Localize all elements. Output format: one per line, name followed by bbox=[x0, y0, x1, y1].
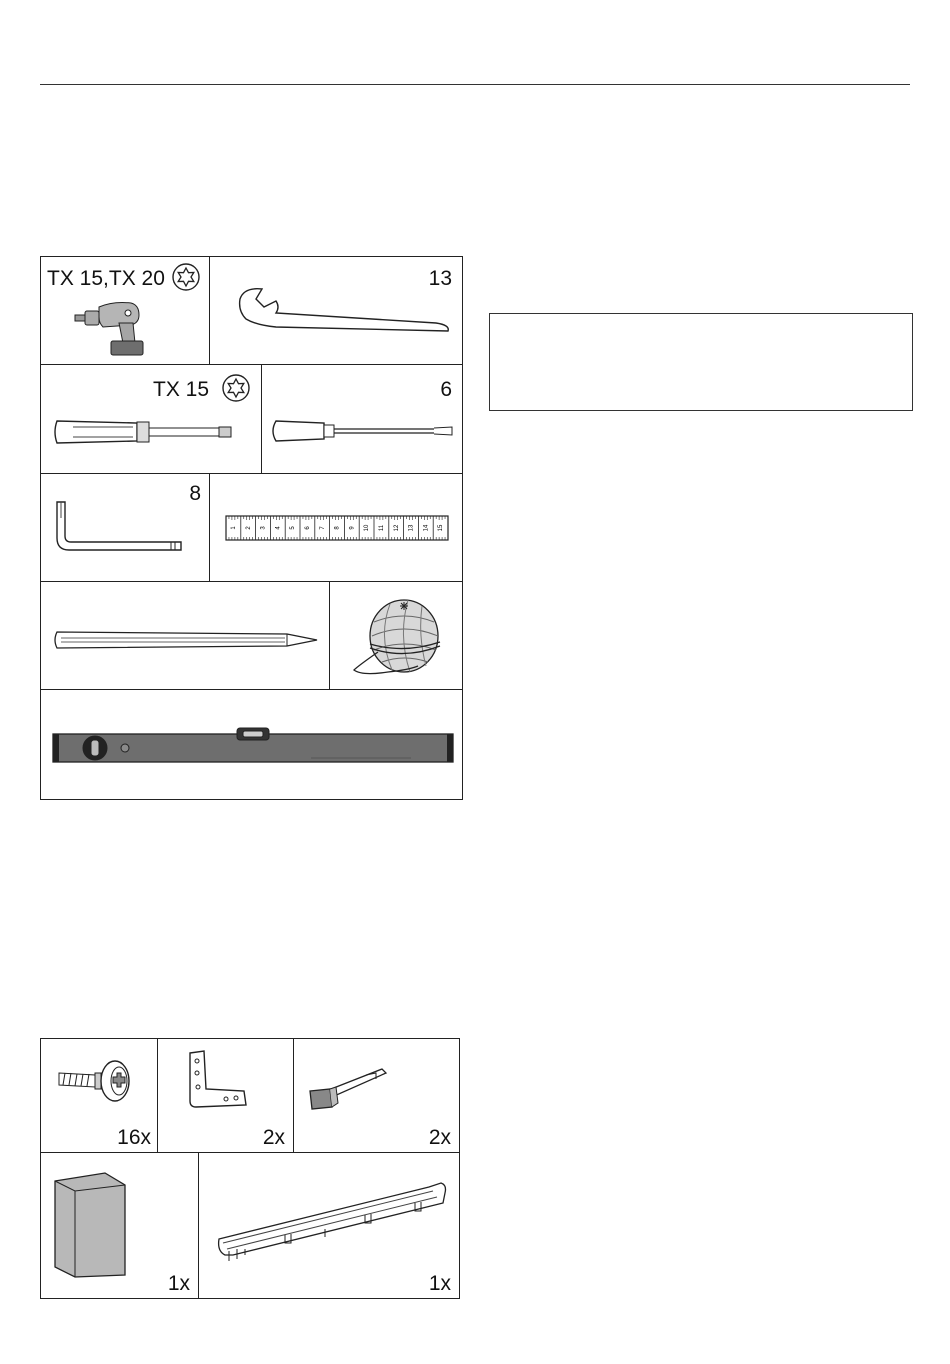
string-ball-icon bbox=[348, 592, 448, 682]
torx-icon bbox=[222, 374, 250, 402]
tool-tape-measure-cell bbox=[210, 474, 462, 582]
allen-key-icon bbox=[53, 498, 193, 558]
tool-flat-screwdriver-cell bbox=[262, 365, 462, 474]
pencil-icon bbox=[53, 628, 321, 652]
tool-wrench-cell bbox=[210, 257, 462, 365]
tools-panel bbox=[40, 256, 463, 800]
allen-key-size-label: 8 bbox=[189, 482, 201, 505]
screw-icon bbox=[55, 1057, 141, 1103]
part-screw-cell bbox=[41, 1039, 158, 1153]
tape-measure-icon bbox=[226, 516, 448, 540]
screw-quantity: 16x bbox=[117, 1126, 151, 1149]
tape-number: 7 bbox=[319, 526, 326, 530]
tool-level-cell bbox=[41, 690, 462, 798]
wrench-icon bbox=[236, 285, 456, 335]
mounting-clip-icon bbox=[306, 1061, 392, 1121]
tape-number: 9 bbox=[349, 526, 356, 530]
spirit-level-icon bbox=[51, 728, 455, 768]
tape-number: 10 bbox=[364, 524, 371, 532]
clip-quantity: 2x bbox=[428, 1126, 451, 1149]
tape-number: 2 bbox=[245, 526, 252, 530]
tape-number: 15 bbox=[438, 524, 445, 532]
tape-number: 6 bbox=[304, 526, 311, 530]
tape-number: 5 bbox=[290, 526, 297, 530]
tape-number: 4 bbox=[275, 526, 282, 530]
part-bracket-cell bbox=[158, 1039, 294, 1153]
rail-quantity: 1x bbox=[428, 1272, 451, 1295]
tape-number: 8 bbox=[334, 526, 341, 530]
angle-bracket-icon bbox=[186, 1049, 250, 1113]
rail-profile-icon bbox=[215, 1179, 451, 1263]
foam-block-icon bbox=[53, 1171, 133, 1279]
parts-panel bbox=[40, 1038, 460, 1299]
note-box bbox=[489, 313, 913, 411]
tape-number: 13 bbox=[408, 524, 415, 532]
flat-screwdriver-icon bbox=[270, 417, 456, 447]
cordless-drill-icon bbox=[73, 293, 163, 359]
tool-pencil-cell bbox=[41, 582, 330, 690]
flat-screwdriver-size-label: 6 bbox=[440, 378, 452, 401]
block-quantity: 1x bbox=[167, 1272, 190, 1295]
tape-number: 1 bbox=[230, 526, 237, 530]
part-block-cell bbox=[41, 1153, 199, 1298]
torx-icon bbox=[172, 263, 200, 291]
torx-screwdriver-label: TX 15 bbox=[153, 378, 210, 401]
wrench-size-label: 13 bbox=[428, 267, 452, 290]
drill-bit-label: TX 15,TX 20 bbox=[47, 267, 165, 290]
header-rule bbox=[40, 84, 910, 85]
tool-string-cell bbox=[330, 582, 462, 690]
tape-number: 3 bbox=[260, 526, 267, 530]
tape-number: 12 bbox=[393, 524, 400, 532]
bracket-quantity: 2x bbox=[262, 1126, 285, 1149]
tape-number: 11 bbox=[378, 524, 385, 532]
part-rail-cell bbox=[199, 1153, 459, 1298]
torx-screwdriver-icon bbox=[53, 417, 243, 447]
tool-torx-screwdriver-cell bbox=[41, 365, 262, 474]
tool-drill-cell bbox=[41, 257, 210, 365]
tool-allen-key-cell bbox=[41, 474, 210, 582]
tape-number: 14 bbox=[423, 524, 430, 532]
part-clip-cell bbox=[294, 1039, 459, 1153]
